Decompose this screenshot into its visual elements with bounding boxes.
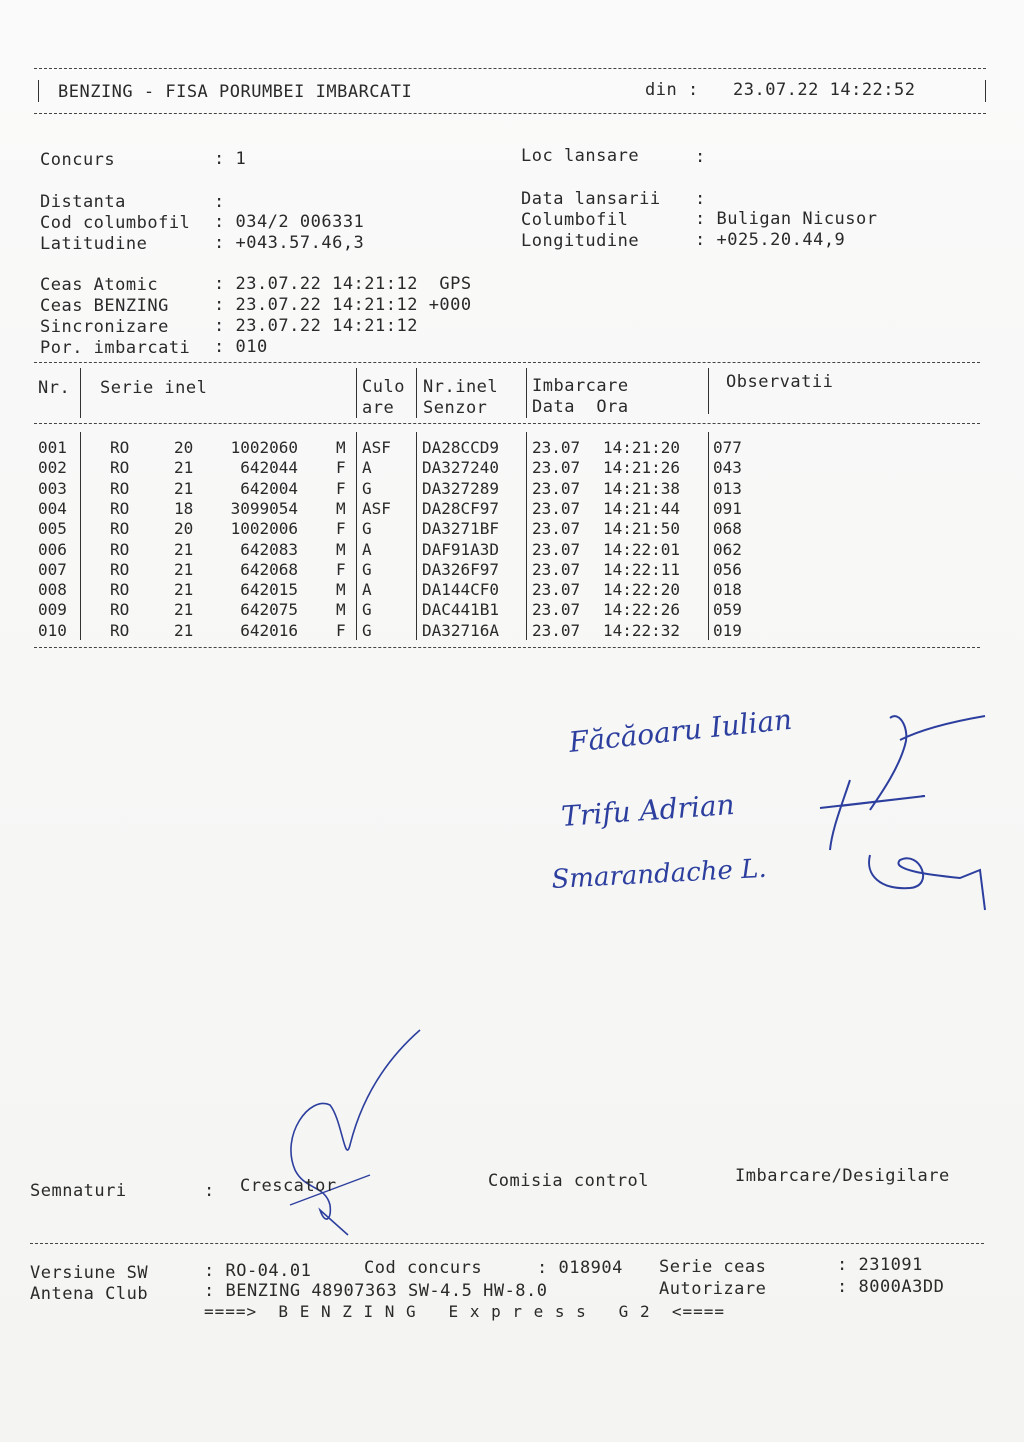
cell-sex: M [336,539,346,559]
ceas-benzing-label: Ceas BENZING [40,296,169,316]
cell-tara: RO [110,519,130,539]
cell-tara: RO [110,620,130,640]
cell-serie: 642004 [240,478,298,498]
cell-nr: 002 [38,458,67,478]
antena-club-value: : BENZING 48907363 SW-4.5 HW-8.0 [204,1281,548,1301]
cell-obs: 013 [713,478,742,498]
cell-serie: 642075 [240,600,298,620]
versiune-sw-label: Versiune SW [30,1263,149,1283]
handwritten-names [540,700,1000,920]
semnaturi-label: Semnaturi [30,1181,127,1201]
cell-nr: 010 [38,620,67,640]
ceas-atomic-label: Ceas Atomic [40,275,159,295]
handwritten-name-3: Smarandache L. [550,853,768,895]
header-right-border [985,80,986,102]
cell-serie: 1002006 [230,519,298,539]
cell-serie: 642015 [240,580,298,600]
table-row [38,580,758,600]
cell-obs: 018 [713,580,742,600]
por-imbarcati-label: Por. imbarcati [40,338,191,358]
imbarcare-desigilare-label: Imbarcare/Desigilare [735,1166,950,1186]
cell-obs: 077 [713,438,742,457]
cell-data: 23.07 [532,539,581,559]
col-sep-senzor [526,368,527,418]
cell-data: 23.07 [532,478,581,498]
cell-sex: F [336,620,346,640]
autorizare-value: : 8000A3DD [837,1277,945,1297]
cell-tara: RO [110,539,130,559]
cell-senzor: DAF91A3D [422,539,500,559]
cell-senzor: DA28CCD9 [422,438,500,457]
cell-sex: F [336,519,346,539]
ceas-atomic-value: : 23.07.22 14:21:12 GPS [214,274,472,294]
longitudine-label: Longitudine [521,231,640,251]
col-header-nr-inel-1: Nr.inel [423,377,499,397]
cell-senzor: DA3271BF [422,519,500,539]
antena-club-label: Antena Club [30,1284,149,1304]
cell-tara: RO [110,498,130,518]
cell-tara: RO [110,600,130,620]
cell-nr: 005 [38,519,67,539]
din-value: 23.07.22 14:22:52 [733,80,916,100]
header-top-rule [34,68,986,69]
cell-culoare: ASF [362,498,391,518]
cell-serie: 1002060 [230,438,298,457]
col-header-imbarcare-2: Data Ora [532,397,629,417]
header-bottom-rule [34,113,986,114]
cell-tara: RO [110,580,130,600]
versiune-sw-value: : RO-04.01 [204,1261,312,1281]
cell-culoare: A [362,580,372,600]
col-sep-serie [356,368,357,418]
header-left-border [38,80,39,102]
cell-obs: 043 [713,458,742,478]
data-lansarii-value: : [695,189,706,209]
cell-culoare: ASF [362,438,391,457]
cell-serie: 642044 [240,458,298,478]
cell-sex: M [336,438,346,457]
table-row [38,540,758,560]
cell-obs: 091 [713,498,742,518]
table-top-rule [34,362,980,363]
cell-tara: RO [110,458,130,478]
cell-obs: 068 [713,519,742,539]
cell-data: 23.07 [532,438,581,457]
comisia-control-label: Comisia control [488,1171,650,1191]
col-sep-culoare [416,368,417,418]
table-header-rule [34,423,980,424]
col-header-nr: Nr. [38,378,71,398]
col-sep-imbarcare [708,368,709,414]
handwritten-name-2: Trifu Adrian [560,787,736,833]
cell-senzor: DAC441B1 [422,600,500,620]
cell-nr: 007 [38,559,67,579]
cell-culoare: G [362,519,372,539]
cell-culoare: G [362,559,372,579]
table-row [38,600,758,620]
cell-sex: M [336,580,346,600]
cell-data: 23.07 [532,580,581,600]
table-row [38,519,758,539]
cell-data: 23.07 [532,559,581,579]
cell-an: 21 [174,600,194,620]
sincronizare-label: Sincronizare [40,317,169,337]
cell-ora: 14:21:44 [603,498,681,518]
cell-obs: 059 [713,600,742,620]
cell-obs: 056 [713,559,742,579]
cell-senzor: DA144CF0 [422,580,500,600]
cell-data: 23.07 [532,600,581,620]
cell-ora: 14:21:20 [603,438,681,457]
cod-concurs-value: : 018904 [537,1258,623,1278]
cell-senzor: DA326F97 [422,559,500,579]
cell-culoare: G [362,478,372,498]
document-title: BENZING - FISA PORUMBEI IMBARCATI [58,82,413,102]
cell-senzor: DA327240 [422,458,500,478]
distanta-value: : [214,192,225,212]
crescator-signature [270,1025,430,1255]
cell-an: 21 [174,559,194,579]
cell-an: 21 [174,458,194,478]
por-imbarcati-value: : 010 [214,337,268,357]
cell-culoare: G [362,620,372,640]
cell-an: 21 [174,478,194,498]
handwritten-name-1: Făcăoaru Iulian [567,702,794,759]
cell-serie: 642016 [240,620,298,640]
cell-sex: F [336,458,346,478]
table-bottom-rule [34,647,980,648]
cell-an: 21 [174,580,194,600]
cell-nr: 001 [38,438,67,457]
distanta-label: Distanta [40,192,126,212]
cell-ora: 14:21:26 [603,458,681,478]
cell-tara: RO [110,478,130,498]
cell-culoare: G [362,600,372,620]
cell-an: 21 [174,620,194,640]
signature-scribble-3 [869,855,985,910]
cell-nr: 004 [38,498,67,518]
col-sep-nr [80,368,81,418]
col-header-observatii: Observatii [726,372,834,392]
col-header-culoare-1: Culo [362,377,405,397]
cell-ora: 14:22:26 [603,600,681,620]
signature-scribble-1 [870,716,985,810]
col-header-serie-inel: Serie inel [100,378,208,398]
cell-obs: 019 [713,620,742,640]
table-row [38,621,758,641]
cell-data: 23.07 [532,498,581,518]
cell-an: 21 [174,539,194,559]
din-label: din : [645,80,699,100]
cell-tara: RO [110,559,130,579]
data-lansarii-label: Data lansarii [521,189,661,209]
serie-ceas-value: : 231091 [837,1255,923,1275]
cod-columbofil-label: Cod columbofil [40,213,191,233]
cell-ora: 14:22:20 [603,580,681,600]
cell-sex: F [336,478,346,498]
cod-columbofil-value: : 034/2 006331 [214,212,365,232]
cell-serie: 3099054 [230,498,298,518]
latitudine-value: : +043.57.46,3 [214,233,365,253]
concurs-value: : 1 [214,149,247,169]
cell-an: 20 [174,519,194,539]
cell-ora: 14:22:11 [603,559,681,579]
cod-concurs-label: Cod concurs [364,1258,483,1278]
concurs-label: Concurs [40,150,116,170]
crescator-label: Crescator [240,1176,337,1196]
cell-tara: RO [110,438,130,457]
cell-senzor: DA327289 [422,478,500,498]
col-header-imbarcare-1: Imbarcare [532,376,629,396]
serie-ceas-label: Serie ceas [659,1257,767,1277]
columbofil-label: Columbofil [521,210,629,230]
cell-serie: 642083 [240,539,298,559]
cell-data: 23.07 [532,519,581,539]
cell-culoare: A [362,539,372,559]
cell-sex: M [336,600,346,620]
autorizare-label: Autorizare [659,1279,767,1299]
cell-ora: 14:21:38 [603,478,681,498]
cell-sex: F [336,559,346,579]
table-row [38,479,758,499]
cell-nr: 009 [38,600,67,620]
ceas-benzing-value: : 23.07.22 14:21:12 +000 [214,295,472,315]
loc-lansare-value: : [695,147,706,167]
cell-data: 23.07 [532,620,581,640]
cell-nr: 003 [38,478,67,498]
table-row [38,499,758,519]
table-row [38,458,758,478]
table-row [38,560,758,580]
signature-scribble-2 [820,780,925,850]
longitudine-value: : +025.20.44,9 [695,230,846,250]
cell-nr: 008 [38,580,67,600]
col-header-nr-inel-2: Senzor [423,398,488,418]
cell-sex: M [336,498,346,518]
cell-data: 23.07 [532,458,581,478]
cell-an: 20 [174,438,194,457]
semnaturi-colon: : [204,1181,215,1201]
cell-serie: 642068 [240,559,298,579]
latitudine-label: Latitudine [40,234,148,254]
col-header-culoare-2: are [362,398,395,418]
cell-senzor: DA32716A [422,620,500,640]
cell-an: 18 [174,498,194,518]
footer-rule [30,1243,984,1244]
benzing-express-banner: ====> B E N Z I N G E x p r e s s G 2 <==== [204,1302,726,1321]
loc-lansare-label: Loc lansare [521,146,640,166]
cell-obs: 062 [713,539,742,559]
cell-senzor: DA28CF97 [422,498,500,518]
table-row [38,438,758,458]
columbofil-value: : Buligan Nicusor [695,209,878,229]
cell-nr: 006 [38,539,67,559]
cell-culoare: A [362,458,372,478]
cell-ora: 14:22:01 [603,539,681,559]
cell-ora: 14:21:50 [603,519,681,539]
sincronizare-value: : 23.07.22 14:21:12 [214,316,418,336]
cell-ora: 14:22:32 [603,620,681,640]
